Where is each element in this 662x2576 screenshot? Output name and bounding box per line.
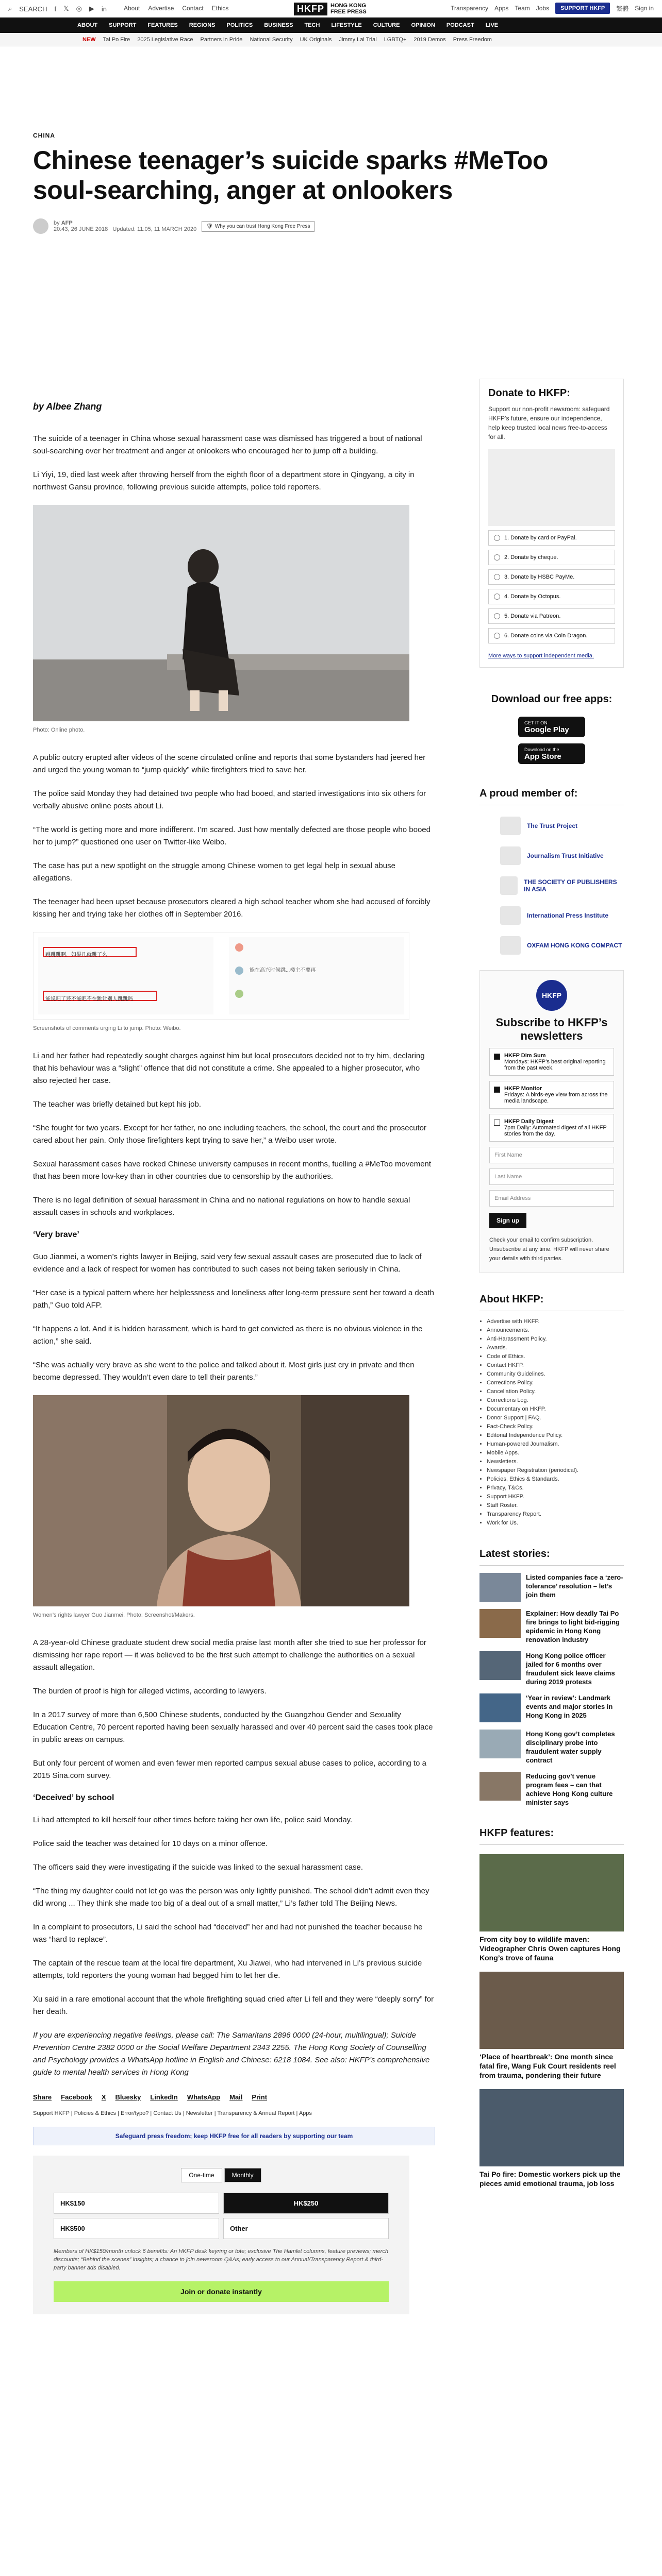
checkbox-icon <box>494 1087 500 1093</box>
trending-bar <box>0 33 662 46</box>
logo-mark: HKFP <box>294 3 327 15</box>
paragraph: Sexual harassment cases have rocked Chinese university campuses in recent months, fuelling a #MeToo movement that has been more low-key than in other countries due to censorship by the authorities. <box>33 1160 432 1181</box>
paragraph: The police said Monday they had detained two people who had booed, and started investigations into six others for verbally abusive online posts about Li. <box>33 789 426 810</box>
paragraph: Xu said in a rare emotional account that the whole firefighting squad cried after Li fell and they were “deeply sorry” for her death. <box>33 1995 434 2016</box>
ipi-icon <box>500 906 521 925</box>
about-link[interactable]: • Cancellation Policy. <box>487 1387 624 1396</box>
support-banner[interactable]: Safeguard press freedom; keep HKFP free for all readers by supporting our team <box>33 2127 435 2145</box>
story-thumbnail <box>479 1573 521 1602</box>
paragraph: “Her case is a typical pattern where her helplessness and loneliness after long-term pressure sent her toward a death path,” Guo told AFP. <box>33 1289 434 1310</box>
about-link[interactable]: • Newsletters. <box>487 1458 624 1466</box>
amount-option-selected[interactable]: HK$250 <box>223 2193 389 2214</box>
subheading: ‘Very brave’ <box>33 1230 79 1239</box>
new-badge: NEW <box>82 36 96 43</box>
amount-other[interactable]: Other <box>223 2218 389 2239</box>
about-link[interactable]: • Work for Us. <box>487 1519 624 1528</box>
paragraph: Police said the teacher was detained for 10 days on a minor offence. <box>33 1839 268 1848</box>
about-link[interactable]: • Mobile Apps. <box>487 1449 624 1458</box>
article-image <box>33 1395 409 1609</box>
nav-lifestyle[interactable]: LIFESTYLE <box>331 22 362 28</box>
share-print[interactable]: Print <box>252 2093 268 2101</box>
image-caption: Screenshots of comments urging Li to jump. Photo: Weibo. <box>33 1025 181 1031</box>
member-heading: A proud member of: <box>479 783 624 805</box>
latest-story[interactable]: Hong Kong police officer jailed for 6 months over fraudulent sick leave claims during 2019 protests <box>479 1651 624 1686</box>
trending-link[interactable]: 2025 Legislative Race <box>137 36 193 43</box>
app-store-badge[interactable]: Download on the App Store <box>518 743 585 764</box>
donate-heading: Donate to HKFP: <box>488 387 570 399</box>
latest-story[interactable]: ‘Year in review’: Landmark events and major stories in Hong Kong in 2025 <box>479 1693 624 1722</box>
sign-in-link[interactable]: Sign in <box>635 5 654 12</box>
paragraph: Li Yiyi, 19, died last week after throwing herself from the eighth floor of a department store in Qingyang, a city in northwest Gansu province, following previous suicide attempts, police told reporters. <box>33 470 415 492</box>
feature-story[interactable]: ‘Place of heartbreak’: One month since fatal fire, Wang Fuk Court residents reel from trauma, pondering their future <box>479 1972 624 2080</box>
about-link[interactable]: • Policies, Ethics & Standards. <box>487 1475 624 1484</box>
share-linkedin[interactable]: LinkedIn <box>150 2093 178 2101</box>
donate-option[interactable]: 3. Donate by HSBC PayMe. <box>488 569 615 585</box>
one-time-option[interactable]: One-time <box>181 2168 222 2182</box>
latest-story[interactable]: Explainer: How deadly Tai Po fire brings to light bid-rigging epidemic in Hong Kong renovation industry <box>479 1609 624 1644</box>
checkbox-icon <box>494 1120 500 1126</box>
search-label[interactable]: SEARCH <box>19 5 47 13</box>
story-thumbnail <box>479 1693 521 1722</box>
byline <box>33 218 626 234</box>
top-link-ethics[interactable]: Ethics <box>211 5 229 12</box>
radio-icon <box>494 574 500 580</box>
radio-icon <box>494 633 500 639</box>
latest-heading: Latest stories: <box>479 1543 624 1566</box>
paragraph: The captain of the rescue team at the local fire department, Xu Jiawei, who had intervened in Li’s previous suicide attempts, told reporters the young woman had begged him to let her die. <box>33 1959 422 1980</box>
top-link-jobs[interactable]: Jobs <box>536 5 550 12</box>
paragraph: In a complaint to prosecutors, Li said the school had “deceived” her and had not punished the teacher because he was “hard to replace”. <box>33 1923 423 1944</box>
trust-button[interactable]: 🛡 Why you can trust Hong Kong Free Press <box>202 221 315 232</box>
nav-about[interactable]: ABOUT <box>77 22 98 28</box>
about-list <box>479 1317 624 1528</box>
share-bar <box>33 2093 435 2101</box>
join-donate-button[interactable]: Join or donate instantly <box>54 2281 389 2302</box>
paragraph: “The world is getting more and more indifferent. I’m scared. Just how mentally defected are those people who booed her to jump?” questioned one user on Twitter-like Weibo. <box>33 825 431 846</box>
facebook-icon[interactable]: f <box>54 5 57 13</box>
paragraph: A 28-year-old Chinese graduate student drew social media praise last month after she tried to sue her professor for dismissing her rape report — it was believed to be the first such attempt to challenge the authorities on a sexual assault allegation. <box>33 1638 426 1672</box>
paragraph: Li had attempted to kill herself four other times before taking her own life, police said Monday. <box>33 1816 353 1824</box>
youtube-icon[interactable]: ▶ <box>89 5 94 12</box>
about-link[interactable]: • Support HKFP. <box>487 1493 624 1501</box>
photo-guo-jianmei <box>33 1395 409 1606</box>
share-label: Share <box>33 2093 52 2101</box>
nav-opinion[interactable]: OPINION <box>411 22 435 28</box>
radio-icon <box>494 594 500 600</box>
about-link[interactable]: • Corrections Log. <box>487 1396 624 1405</box>
paragraph: But only four percent of women and even fewer men reported campus sexual abuse cases to police, according to a 2015 Sina.com survey. <box>33 1759 426 1780</box>
about-link[interactable]: • Documentary on HKFP. <box>487 1405 624 1414</box>
story-thumbnail <box>479 1609 521 1638</box>
about-link[interactable]: • Fact-Check Policy. <box>487 1422 624 1431</box>
latest-story[interactable]: Hong Kong gov’t completes disciplinary probe into fraudulent water supply contract <box>479 1730 624 1765</box>
newsletter-title: Subscribe to HKFP’s newsletters <box>495 1016 608 1042</box>
paragraph: There is no legal definition of sexual harassment in China and no national regulations on how to handle sexual assault cases in schools and workplaces. <box>33 1196 410 1217</box>
radio-icon <box>494 554 500 561</box>
share-facebook[interactable]: Facebook <box>61 2093 92 2101</box>
last-name-field[interactable]: Last Name <box>489 1168 614 1185</box>
nav-features[interactable]: FEATURES <box>147 22 178 28</box>
nav-regions[interactable]: REGIONS <box>189 22 216 28</box>
logo-text: HONG KONG FREE PRESS <box>330 3 367 15</box>
top-link-advertise[interactable]: Advertise <box>148 5 174 12</box>
top-link-team[interactable]: Team <box>515 5 530 12</box>
email-field[interactable]: Email Address <box>489 1190 614 1207</box>
feature-story[interactable]: From city boy to wildlife maven: Videographer Chris Owen captures Hong Kong’s trove of fauna <box>479 1854 624 1962</box>
share-whatsapp[interactable]: WhatsApp <box>187 2093 221 2101</box>
oxfam-icon <box>500 936 521 955</box>
about-link[interactable]: • Awards. <box>487 1344 624 1352</box>
member-benefits: Members of HK$150/month unlock 6 benefits: An HKFP desk keyring or tote; exclusive The Hamlet columns, feature previews; merch discounts; “Behind the scenes” insights; a chance to join newsroom Q&As; early access to our Annual/Transparency Report & third-party banner ads disabled. <box>54 2248 389 2271</box>
about-link[interactable]: • Newspaper Registration (periodical). <box>487 1466 624 1475</box>
top-right <box>451 3 654 14</box>
trending-link[interactable]: Jimmy Lai Trial <box>339 36 377 43</box>
x-icon[interactable]: 𝕏 <box>63 5 69 12</box>
checkbox-icon <box>494 1054 500 1060</box>
story-thumbnail <box>479 1772 521 1801</box>
paragraph: In a 2017 survey of more than 6,500 Chinese students, conducted by the Guangzhou Gender and Sexuality Education Centre, 70 percent reported having been sexually harassed and over 40 percent said the cases took place in public areas on campus. <box>33 1710 433 1744</box>
donate-option[interactable]: 1. Donate by card or PayPal. <box>488 530 615 546</box>
newsletter-option[interactable]: HKFP Monitor Fridays: A birds-eye view from across the media landscape. <box>489 1081 614 1109</box>
paragraph: The suicide of a teenager in China whose sexual harassment case was dismissed has triggered a bout of national soul-searching over her treatment and anger at onlookers who encouraged her to jump off a building. <box>33 434 422 455</box>
donate-option[interactable]: 4. Donate by Octopus. <box>488 589 615 604</box>
about-link[interactable]: • Donor Support | FAQ. <box>487 1414 624 1422</box>
article-header <box>33 129 626 234</box>
image-caption: Women’s rights lawyer Guo Jianmei. Photo: Screenshot/Makers. <box>33 1612 195 1618</box>
sopa-icon <box>500 876 518 895</box>
paragraph: Guo Jianmei, a women’s rights lawyer in Beijing, said very few sexual assault cases are prosecuted due to lack of evidence and a lack of respect for women has contributed to such cases not being taken seriously in China. <box>33 1252 422 1274</box>
instagram-icon[interactable]: ◎ <box>76 5 82 12</box>
donate-option[interactable]: 2. Donate by cheque. <box>488 550 615 565</box>
byline-text: by AFP 20:43, 26 JUNE 2018 Updated: 11:05, 11 MARCH 2020 <box>54 220 197 232</box>
feature-image <box>479 1972 624 2049</box>
member-logo[interactable]: OXFAM HONG KONG COMPACT <box>479 936 624 955</box>
top-links <box>124 5 228 12</box>
share-bluesky[interactable]: Bluesky <box>115 2093 141 2101</box>
image-caption: Photo: Online photo. <box>33 727 85 733</box>
paragraph: “It happens a lot. And it is hidden harassment, which is hard to get convicted as there is no obvious violence in the action,” she said. <box>33 1325 423 1346</box>
frequency-toggle <box>54 2168 389 2182</box>
about-link[interactable]: • Editorial Independence Policy. <box>487 1431 624 1440</box>
photo-woman-on-ledge <box>33 505 409 721</box>
top-left <box>8 5 107 13</box>
radio-icon <box>494 613 500 619</box>
main-nav <box>0 18 662 33</box>
trending-link[interactable]: LGBTQ+ <box>384 36 407 43</box>
article-footer-links[interactable]: Support HKFP | Policies & Ethics | Error/typo? | Contact Us | Newsletter | Transparency & Annual Report | Apps <box>33 2110 312 2116</box>
search-icon[interactable]: ⌕ <box>8 5 12 12</box>
article-title: Chinese teenager’s suicide sparks #MeToo soul-searching, anger at onlookers <box>33 146 548 205</box>
article-image <box>33 505 409 724</box>
latest-story[interactable]: Listed companies face a ‘zero-tolerance’ resolution – let’s join them <box>479 1573 624 1602</box>
paragraph: The teacher was briefly detained but kept his job. <box>33 1100 202 1109</box>
story-thumbnail <box>479 1651 521 1680</box>
nav-culture[interactable]: CULTURE <box>373 22 400 28</box>
jti-icon <box>500 846 521 865</box>
nav-podcast[interactable]: PODCAST <box>446 22 474 28</box>
trending-link[interactable]: Press Freedom <box>453 36 492 43</box>
article-body <box>33 379 435 2314</box>
about-link[interactable]: • Corrections Policy. <box>487 1379 624 1387</box>
signup-button[interactable]: Sign up <box>489 1213 526 1228</box>
language-toggle[interactable]: 繁體 <box>616 5 629 12</box>
paragraph: The case has put a new spotlight on the struggle among Chinese women to get legal help in sexual abuse allegations. <box>33 861 395 883</box>
paragraph: A public outcry erupted after videos of the scene circulated online and reports that some bystanders had jeered her and urged the young woman to “jump quickly” while firefighters tried to save her. <box>33 753 426 774</box>
feature-image <box>479 2089 624 2166</box>
trending-link[interactable]: National Security <box>250 36 293 43</box>
trending-link[interactable]: Partners in Pride <box>200 36 243 43</box>
trending-link[interactable]: UK Originals <box>300 36 332 43</box>
nav-tech[interactable]: TECH <box>304 22 320 28</box>
first-name-field[interactable]: First Name <box>489 1147 614 1163</box>
linkedin-icon[interactable]: in <box>101 5 107 13</box>
sidebar <box>479 379 624 2188</box>
top-link-contact[interactable]: Contact <box>182 5 204 12</box>
subheading: ‘Deceived’ by school <box>33 1793 114 1802</box>
newsletter-option[interactable]: HKFP Daily Digest 7pm Daily: Automated digest of all HKFP stories from the day. <box>489 1114 614 1142</box>
about-link[interactable]: • Community Guidelines. <box>487 1370 624 1379</box>
paragraph: Li and her father had repeatedly sought charges against him but local prosecutors decided not to try him, declaring that his behaviour was a “slight” offence that did not constitute a crime. She appealed to a higher prosecutor, who also rejected her case. <box>33 1052 425 1085</box>
paragraph: “She was actually very brave as she went to the police and talked about it. Most girls just cry in private and then become depressed. They wouldn’t even dare to tell their parents.” <box>33 1361 415 1382</box>
about-link[interactable]: • Transparency Report. <box>487 1510 624 1519</box>
weibo-screenshots <box>33 932 409 1022</box>
share-mail[interactable]: Mail <box>229 2093 243 2101</box>
paragraph: “The thing my daughter could not let go was the person was only lightly punished. The school didn’t admit even they did wrong ... They think she made too big of a deal out of a small matter,” Li’s father told The Beijing News. <box>33 1887 429 1908</box>
top-link-transparency[interactable]: Transparency <box>451 5 489 12</box>
latest-story[interactable]: Reducing gov’t venue program fees – can that achieve Hong Kong culture minister says <box>479 1772 624 1807</box>
member-logo[interactable]: The Trust Project <box>479 817 624 835</box>
donate-image <box>488 449 615 526</box>
article-category[interactable]: CHINA <box>33 132 55 139</box>
about-link[interactable]: • Staff Roster. <box>487 1501 624 1510</box>
article-author: by Albee Zhang <box>33 401 102 412</box>
hkfp-badge: HKFP <box>536 980 567 1011</box>
feature-image <box>479 1854 624 1931</box>
weibo-comments-image <box>33 932 409 1020</box>
donate-option[interactable]: 6. Donate coins via Coin Dragon. <box>488 628 615 643</box>
support-hkfp-button[interactable]: SUPPORT HKFP <box>555 3 610 14</box>
share-x[interactable]: X <box>101 2093 106 2101</box>
member-logo[interactable]: Journalism Trust Initiative <box>479 846 624 865</box>
top-link-about[interactable]: About <box>124 5 140 12</box>
features-heading: HKFP features: <box>479 1822 624 1845</box>
amount-option[interactable]: HK$500 <box>54 2218 219 2239</box>
more-ways-link[interactable]: More ways to support independent media. <box>488 653 594 659</box>
nav-politics[interactable]: POLITICS <box>226 22 253 28</box>
about-link[interactable]: • Privacy, T&Cs. <box>487 1484 624 1493</box>
paragraph: “She fought for two years. Except for her father, no one including teachers, the school, the court and the prosecutor cared about her pain. Only those firefighters kept trying to save her,” a Weibo user wrote. <box>33 1124 426 1145</box>
about-link[interactable]: • Contact HKFP. <box>487 1361 624 1370</box>
member-logo[interactable]: THE SOCIETY OF PUBLISHERS IN ASIA <box>479 876 624 895</box>
donate-widget <box>33 2156 409 2314</box>
site-logo[interactable] <box>294 1 367 16</box>
helpline-note: If you are experiencing negative feelings, please call: The Samaritans 2896 0000 (24-hour, multilingual); Suicide Prevention Centre 2382 0000 or the Social Welfare Department 2343 2255. The Hong Kong Society of Counselling and Psychology provides a WhatsApp hotline in English and Chinese: 6218 1084. See also: HKFP’s comprehensive guide to mental health services in Hong Kong <box>33 2031 430 2077</box>
about-link[interactable]: • Anti-Harassment Policy. <box>487 1335 624 1344</box>
trending-link[interactable]: 2019 Demos <box>413 36 446 43</box>
donate-panel <box>479 379 624 668</box>
top-bar <box>0 0 662 18</box>
donate-option[interactable]: 5. Donate via Patreon. <box>488 608 615 624</box>
about-heading: About HKFP: <box>479 1289 624 1311</box>
story-thumbnail <box>479 1730 521 1758</box>
about-link[interactable]: • Code of Ethics. <box>487 1352 624 1361</box>
google-play-badge[interactable]: GET IT ON Google Play <box>518 717 585 737</box>
paragraph: The burden of proof is high for alleged victims, according to lawyers. <box>33 1687 267 1696</box>
nav-support[interactable]: SUPPORT <box>109 22 137 28</box>
about-link[interactable]: • Announcements. <box>487 1326 624 1335</box>
member-logo[interactable]: International Press Institute <box>479 906 624 925</box>
shield-icon: 🛡 <box>206 223 213 229</box>
newsletter-option[interactable]: HKFP Dim Sum Mondays: HKFP’s best original reporting from the past week. <box>489 1048 614 1076</box>
signup-note: Check your email to confirm subscription. Unsubscribe at any time. HKFP will never share your details with third parties. <box>489 1237 609 1262</box>
author-avatar <box>33 218 48 234</box>
amount-option[interactable]: HK$150 <box>54 2193 219 2214</box>
paragraph: The teenager had been upset because prosecutors cleared a high school teacher whom she had accused of forcibly kissing her and trying take her clothes off in September 2016. <box>33 897 431 919</box>
radio-icon <box>494 535 500 541</box>
donate-text: Support our non-profit newsroom: safeguard HKFP’s future, ensure our independence, help keep trusted local news free-to-access for all. <box>488 405 610 440</box>
trending-link[interactable]: Tai Po Fire <box>103 36 130 43</box>
apps-heading: Download our free apps: <box>491 693 613 705</box>
about-link[interactable]: • Human-powered Journalism. <box>487 1440 624 1449</box>
trust-project-icon <box>500 817 521 835</box>
nav-business[interactable]: BUSINESS <box>264 22 293 28</box>
nav-live[interactable]: LIVE <box>485 22 499 28</box>
amount-options <box>54 2193 389 2239</box>
top-link-apps[interactable]: Apps <box>494 5 509 12</box>
about-link[interactable]: • Advertise with HKFP. <box>487 1317 624 1326</box>
paragraph: The officers said they were investigating if the suicide was linked to the sexual harassment case. <box>33 1863 363 1872</box>
newsletter-box <box>479 970 624 1273</box>
monthly-option[interactable]: Monthly <box>224 2168 261 2182</box>
feature-story[interactable]: Tai Po fire: Domestic workers pick up the pieces amid emotional trauma, job loss <box>479 2089 624 2188</box>
